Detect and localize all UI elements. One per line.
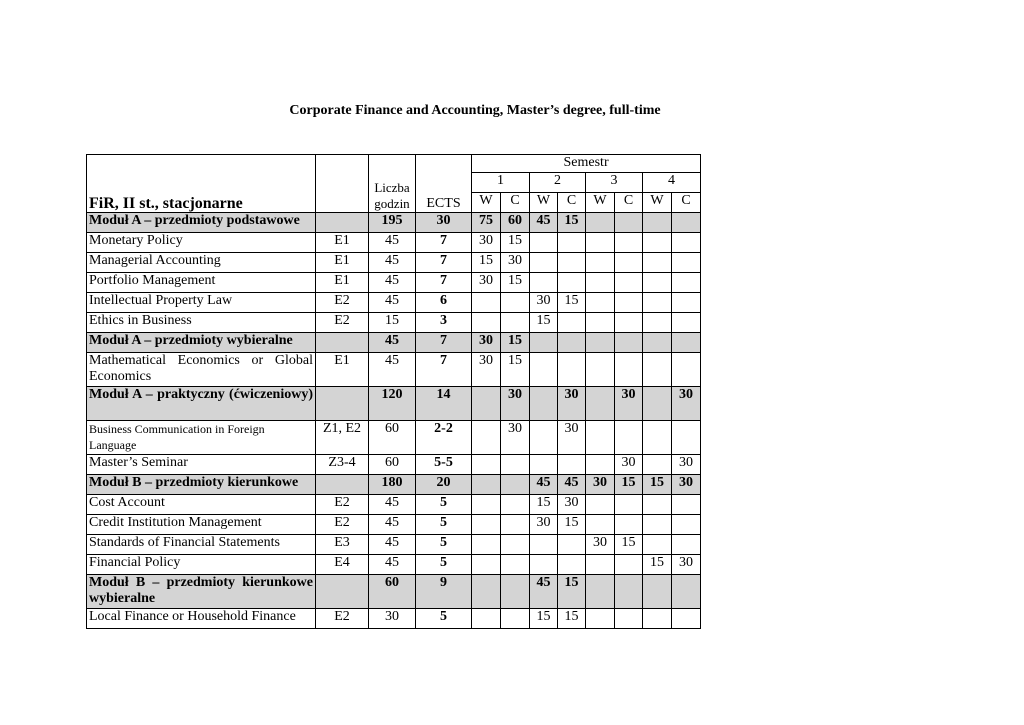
ects-cell: 7 xyxy=(416,253,472,273)
course-name: Master’s Seminar xyxy=(87,455,316,475)
semester-hours-cell xyxy=(643,313,672,333)
semester-hours-cell xyxy=(530,233,558,253)
semester-hours-cell: 45 xyxy=(530,213,558,233)
ects-cell: 7 xyxy=(416,233,472,253)
exam-code: E1 xyxy=(316,353,369,387)
course-name: Intellectual Property Law xyxy=(87,293,316,313)
exam-code xyxy=(316,475,369,495)
semester-hours-cell xyxy=(472,293,501,313)
course-name: Cost Account xyxy=(87,495,316,515)
subcol-header: C xyxy=(672,193,701,213)
semester-hours-cell: 30 xyxy=(586,535,615,555)
semester-hours-cell xyxy=(586,421,615,455)
ects-cell: 5-5 xyxy=(416,455,472,475)
hours-cell: 60 xyxy=(369,455,416,475)
exam-code xyxy=(316,387,369,421)
semester-header: Semestr xyxy=(472,155,701,173)
ects-cell: 6 xyxy=(416,293,472,313)
semester-hours-cell xyxy=(501,455,530,475)
semester-hours-cell xyxy=(672,253,701,273)
course-name: Financial Policy xyxy=(87,555,316,575)
hours-cell: 45 xyxy=(369,353,416,387)
table-row xyxy=(87,233,701,253)
semester-hours-cell: 15 xyxy=(643,555,672,575)
semester-hours-cell xyxy=(586,253,615,273)
semester-hours-cell xyxy=(586,609,615,629)
semester-hours-cell xyxy=(672,313,701,333)
course-name: Ethics in Business xyxy=(87,313,316,333)
semester-hours-cell xyxy=(586,495,615,515)
course-name: Mathematical Economics or Global Economics xyxy=(87,353,316,387)
semester-hours-cell xyxy=(530,421,558,455)
ects-cell: 30 xyxy=(416,213,472,233)
ects-cell: 20 xyxy=(416,475,472,495)
module-row xyxy=(87,333,701,353)
semester-hours-cell xyxy=(586,293,615,313)
table-row xyxy=(87,293,701,313)
semester-hours-cell xyxy=(501,555,530,575)
semester-hours-cell xyxy=(472,555,501,575)
course-name: Moduł B – przedmioty kierunkowe wybieralne xyxy=(87,575,316,609)
semester-hours-cell: 15 xyxy=(558,213,586,233)
semester-hours-cell: 30 xyxy=(558,421,586,455)
semester-hours-cell xyxy=(586,333,615,353)
semester-hours-cell xyxy=(615,313,643,333)
ects-cell: 5 xyxy=(416,515,472,535)
semester-hours-cell xyxy=(558,535,586,555)
semester-hours-cell: 15 xyxy=(530,609,558,629)
semester-hours-cell xyxy=(643,213,672,233)
semester-hours-cell: 30 xyxy=(558,387,586,421)
semester-3-header: 3 xyxy=(586,173,643,193)
semester-hours-cell xyxy=(530,253,558,273)
semester-hours-cell xyxy=(501,515,530,535)
ects-cell: 5 xyxy=(416,535,472,555)
exam-code: E1 xyxy=(316,233,369,253)
course-name: Monetary Policy xyxy=(87,233,316,253)
table-row xyxy=(87,555,701,575)
table-row xyxy=(87,495,701,515)
module-row xyxy=(87,575,701,609)
exam-code: E2 xyxy=(316,609,369,629)
semester-hours-cell xyxy=(643,535,672,555)
ects-cell: 7 xyxy=(416,353,472,387)
hours-cell: 45 xyxy=(369,273,416,293)
semester-hours-cell xyxy=(472,495,501,515)
semester-hours-cell: 15 xyxy=(558,609,586,629)
ects-cell: 5 xyxy=(416,555,472,575)
table-row xyxy=(87,421,701,455)
course-name: Managerial Accounting xyxy=(87,253,316,273)
exam-code: E1 xyxy=(316,253,369,273)
table-row xyxy=(87,313,701,333)
semester-hours-cell xyxy=(530,353,558,387)
semester-hours-cell xyxy=(672,233,701,253)
semester-hours-cell xyxy=(472,421,501,455)
semester-hours-cell: 45 xyxy=(530,575,558,609)
subcol-header: W xyxy=(586,193,615,213)
table-row xyxy=(87,253,701,273)
ects-cell: 9 xyxy=(416,575,472,609)
semester-hours-cell xyxy=(672,213,701,233)
semester-hours-cell xyxy=(672,353,701,387)
semester-hours-cell xyxy=(472,515,501,535)
semester-hours-cell xyxy=(586,233,615,253)
exam-code xyxy=(316,213,369,233)
semester-hours-cell: 30 xyxy=(501,387,530,421)
semester-hours-cell xyxy=(643,273,672,293)
semester-1-header: 1 xyxy=(472,173,530,193)
table-row xyxy=(87,515,701,535)
module-row xyxy=(87,213,701,233)
ects-cell: 5 xyxy=(416,495,472,515)
table-row xyxy=(87,535,701,555)
ects-cell: 7 xyxy=(416,333,472,353)
hours-cell: 180 xyxy=(369,475,416,495)
course-name: Standards of Financial Statements xyxy=(87,535,316,555)
semester-hours-cell: 30 xyxy=(472,353,501,387)
semester-hours-cell: 30 xyxy=(501,253,530,273)
semester-hours-cell xyxy=(615,333,643,353)
semester-hours-cell xyxy=(615,253,643,273)
semester-hours-cell: 30 xyxy=(472,233,501,253)
curriculum-table xyxy=(86,154,701,629)
course-name: Moduł A – praktyczny (ćwiczeniowy) xyxy=(87,387,316,421)
semester-hours-cell xyxy=(501,575,530,609)
hours-cell: 45 xyxy=(369,495,416,515)
semester-hours-cell xyxy=(672,333,701,353)
semester-hours-cell: 15 xyxy=(558,293,586,313)
ects-cell: 2-2 xyxy=(416,421,472,455)
semester-hours-cell xyxy=(530,555,558,575)
hours-cell: 45 xyxy=(369,555,416,575)
semester-hours-cell xyxy=(643,455,672,475)
semester-hours-cell xyxy=(558,555,586,575)
semester-hours-cell xyxy=(615,609,643,629)
semester-hours-cell: 30 xyxy=(672,555,701,575)
semester-hours-cell xyxy=(615,555,643,575)
hours-cell: 60 xyxy=(369,421,416,455)
document-title: Corporate Finance and Accounting, Master’s degree, full-time xyxy=(289,103,661,118)
semester-hours-cell xyxy=(586,555,615,575)
course-name: Moduł A – przedmioty podstawowe xyxy=(87,213,316,233)
semester-hours-cell xyxy=(672,273,701,293)
table-row xyxy=(87,273,701,293)
semester-hours-cell: 15 xyxy=(501,333,530,353)
semester-hours-cell xyxy=(472,575,501,609)
semester-hours-cell: 15 xyxy=(501,353,530,387)
hours-cell: 30 xyxy=(369,609,416,629)
semester-hours-cell xyxy=(586,353,615,387)
semester-hours-cell xyxy=(472,475,501,495)
subcol-header: C xyxy=(501,193,530,213)
semester-hours-cell xyxy=(558,313,586,333)
hours-cell: 120 xyxy=(369,387,416,421)
semester-hours-cell xyxy=(530,387,558,421)
semester-hours-cell xyxy=(530,333,558,353)
semester-hours-cell xyxy=(472,313,501,333)
semester-hours-cell: 30 xyxy=(472,273,501,293)
hours-cell: 45 xyxy=(369,515,416,535)
semester-hours-cell: 45 xyxy=(558,475,586,495)
semester-hours-cell xyxy=(501,609,530,629)
course-name: Credit Institution Management xyxy=(87,515,316,535)
semester-hours-cell: 15 xyxy=(472,253,501,273)
semester-hours-cell xyxy=(643,421,672,455)
subcol-header: W xyxy=(530,193,558,213)
semester-hours-cell xyxy=(586,455,615,475)
semester-2-header: 2 xyxy=(530,173,586,193)
subcol-header: W xyxy=(472,193,501,213)
hours-cell: 15 xyxy=(369,313,416,333)
semester-hours-cell: 30 xyxy=(586,475,615,495)
semester-hours-cell: 30 xyxy=(472,333,501,353)
semester-hours-cell xyxy=(586,273,615,293)
semester-hours-cell xyxy=(472,455,501,475)
semester-hours-cell xyxy=(615,353,643,387)
semester-hours-cell xyxy=(530,273,558,293)
exam-header xyxy=(316,155,369,213)
course-name: Business Communication in Foreign Language xyxy=(87,421,316,455)
semester-hours-cell: 30 xyxy=(615,455,643,475)
course-name: Local Finance or Household Finance xyxy=(87,609,316,629)
semester-hours-cell: 75 xyxy=(472,213,501,233)
semester-hours-cell xyxy=(615,515,643,535)
semester-hours-cell xyxy=(586,387,615,421)
hours-cell: 45 xyxy=(369,333,416,353)
exam-code: E3 xyxy=(316,535,369,555)
semester-hours-cell xyxy=(643,609,672,629)
subcol-header: C xyxy=(615,193,643,213)
semester-hours-cell xyxy=(643,293,672,313)
exam-code: Z1, E2 xyxy=(316,421,369,455)
exam-code: E2 xyxy=(316,313,369,333)
semester-hours-cell xyxy=(530,455,558,475)
semester-hours-cell xyxy=(586,313,615,333)
semester-hours-cell xyxy=(672,535,701,555)
semester-hours-cell: 15 xyxy=(558,515,586,535)
ects-header: ECTS xyxy=(416,155,472,213)
semester-hours-cell xyxy=(501,313,530,333)
exam-code: E4 xyxy=(316,555,369,575)
semester-hours-cell xyxy=(672,609,701,629)
semester-hours-cell: 15 xyxy=(615,475,643,495)
semester-hours-cell: 30 xyxy=(615,387,643,421)
semester-hours-cell: 15 xyxy=(643,475,672,495)
program-header: FiR, II st., stacjonarne xyxy=(87,155,316,213)
exam-code: E2 xyxy=(316,515,369,535)
hours-cell: 45 xyxy=(369,233,416,253)
semester-hours-cell xyxy=(643,233,672,253)
semester-hours-cell xyxy=(672,293,701,313)
semester-hours-cell xyxy=(615,495,643,515)
semester-hours-cell: 15 xyxy=(501,273,530,293)
semester-hours-cell: 30 xyxy=(672,475,701,495)
ects-cell: 3 xyxy=(416,313,472,333)
hours-header: Liczba godzin xyxy=(369,155,416,213)
semester-hours-cell xyxy=(558,455,586,475)
hours-cell: 60 xyxy=(369,575,416,609)
hours-cell: 45 xyxy=(369,293,416,313)
semester-hours-cell: 30 xyxy=(501,421,530,455)
semester-hours-cell xyxy=(615,213,643,233)
semester-hours-cell xyxy=(586,575,615,609)
semester-hours-cell: 15 xyxy=(501,233,530,253)
semester-hours-cell xyxy=(501,475,530,495)
table-row xyxy=(87,353,701,387)
semester-hours-cell xyxy=(615,575,643,609)
semester-hours-cell xyxy=(472,609,501,629)
exam-code xyxy=(316,333,369,353)
subcol-header: C xyxy=(558,193,586,213)
semester-hours-cell xyxy=(615,273,643,293)
semester-hours-cell: 15 xyxy=(558,575,586,609)
ects-cell: 14 xyxy=(416,387,472,421)
semester-hours-cell xyxy=(501,495,530,515)
exam-code: Z3-4 xyxy=(316,455,369,475)
semester-hours-cell xyxy=(672,575,701,609)
table-row xyxy=(87,609,701,629)
semester-hours-cell: 15 xyxy=(615,535,643,555)
semester-hours-cell: 45 xyxy=(530,475,558,495)
semester-hours-cell xyxy=(586,515,615,535)
semester-hours-cell xyxy=(558,253,586,273)
semester-hours-cell xyxy=(643,353,672,387)
semester-hours-cell xyxy=(586,213,615,233)
module-row xyxy=(87,387,701,421)
semester-hours-cell: 15 xyxy=(530,495,558,515)
exam-code xyxy=(316,575,369,609)
semester-hours-cell: 30 xyxy=(530,515,558,535)
ects-cell: 5 xyxy=(416,609,472,629)
semester-hours-cell xyxy=(643,575,672,609)
semester-hours-cell xyxy=(672,495,701,515)
subcol-header: W xyxy=(643,193,672,213)
semester-hours-cell xyxy=(615,233,643,253)
course-name: Moduł A – przedmioty wybieralne xyxy=(87,333,316,353)
semester-hours-cell: 15 xyxy=(530,313,558,333)
semester-hours-cell: 30 xyxy=(672,387,701,421)
hours-cell: 195 xyxy=(369,213,416,233)
semester-hours-cell xyxy=(643,495,672,515)
semester-hours-cell: 30 xyxy=(558,495,586,515)
semester-hours-cell xyxy=(530,535,558,555)
hours-cell: 45 xyxy=(369,253,416,273)
semester-hours-cell xyxy=(643,333,672,353)
course-name: Moduł B – przedmioty kierunkowe xyxy=(87,475,316,495)
semester-hours-cell: 30 xyxy=(530,293,558,313)
semester-hours-cell xyxy=(643,387,672,421)
semester-hours-cell: 30 xyxy=(672,455,701,475)
semester-hours-cell xyxy=(558,333,586,353)
semester-hours-cell xyxy=(643,253,672,273)
semester-hours-cell xyxy=(501,535,530,555)
semester-hours-cell xyxy=(615,293,643,313)
semester-hours-cell xyxy=(472,535,501,555)
exam-code: E2 xyxy=(316,293,369,313)
exam-code: E2 xyxy=(316,495,369,515)
hours-cell: 45 xyxy=(369,535,416,555)
ects-cell: 7 xyxy=(416,273,472,293)
semester-hours-cell xyxy=(672,421,701,455)
exam-code: E1 xyxy=(316,273,369,293)
semester-hours-cell: 60 xyxy=(501,213,530,233)
semester-hours-cell xyxy=(558,233,586,253)
semester-hours-cell xyxy=(672,515,701,535)
semester-hours-cell xyxy=(472,387,501,421)
course-name: Portfolio Management xyxy=(87,273,316,293)
semester-4-header: 4 xyxy=(643,173,701,193)
table-row xyxy=(87,455,701,475)
module-row xyxy=(87,475,701,495)
semester-hours-cell xyxy=(615,421,643,455)
semester-hours-cell xyxy=(643,515,672,535)
semester-hours-cell xyxy=(501,293,530,313)
semester-hours-cell xyxy=(558,353,586,387)
semester-hours-cell xyxy=(558,273,586,293)
